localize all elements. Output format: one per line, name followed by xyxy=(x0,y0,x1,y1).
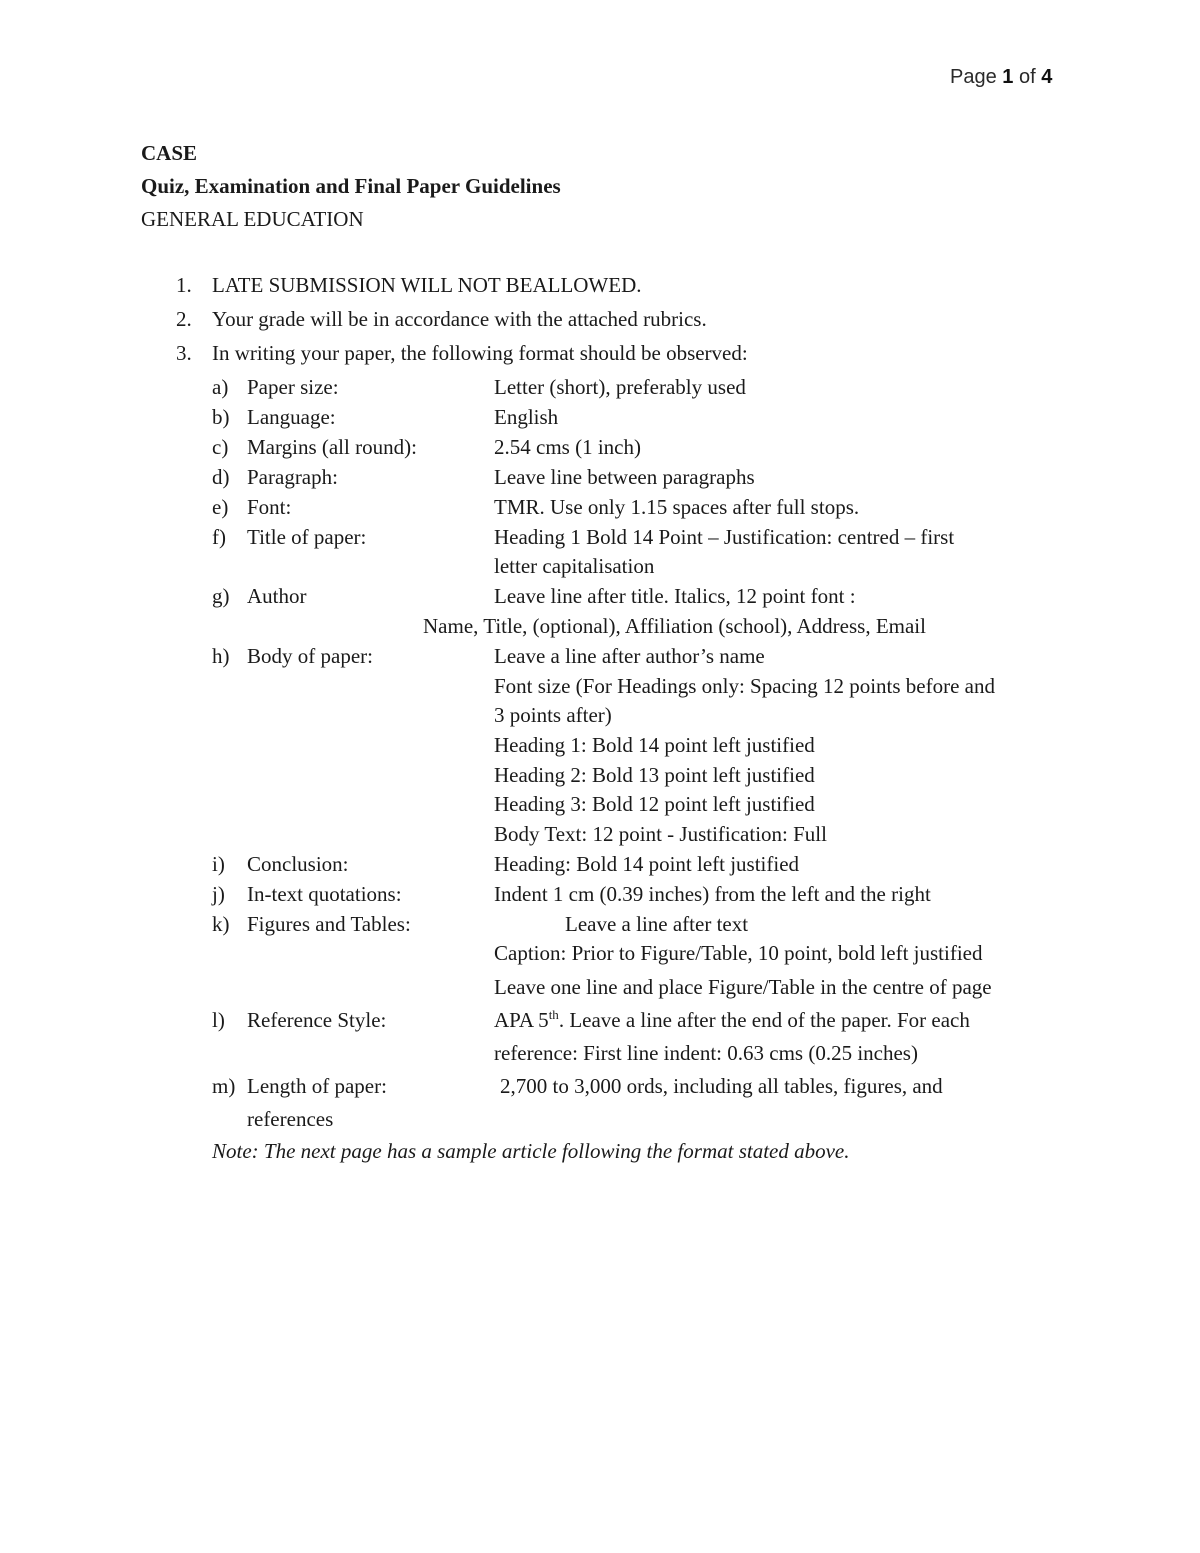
format-value: 2,700 to 3,000 ords, including all tables, figures, and xyxy=(500,1074,943,1098)
format-value: Leave line between paragraphs xyxy=(494,465,755,489)
format-value: Leave a line after text xyxy=(565,912,749,936)
format-letter: l) xyxy=(212,1008,225,1032)
format-value-continued: Font size (For Headings only: Spacing 12 points before and xyxy=(494,674,996,698)
format-value: TMR. Use only 1.15 spaces after full stops. xyxy=(494,495,860,519)
format-value-continued: Body Text: 12 point - Justification: Full xyxy=(494,822,827,846)
doc-subtitle: GENERAL EDUCATION xyxy=(141,207,364,231)
title-block xyxy=(141,137,561,236)
rule-text: LATE SUBMISSION WILL NOT BEALLOWED. xyxy=(212,273,642,297)
format-value-continued: Heading 3: Bold 12 point left justified xyxy=(494,792,815,816)
format-value: Leave a line after author’s name xyxy=(494,644,765,668)
format-value-continued: Heading 2: Bold 13 point left justified xyxy=(494,763,815,787)
format-letter: m) xyxy=(212,1074,236,1098)
format-letter: e) xyxy=(212,495,229,519)
format-label: Figures and Tables: xyxy=(247,912,411,936)
page-word: Page xyxy=(950,66,997,88)
format-label: Reference Style: xyxy=(247,1008,387,1032)
format-value-continued: 3 points after) xyxy=(494,703,612,727)
format-value-continued: letter capitalisation xyxy=(494,554,655,578)
format-label: Margins (all round): xyxy=(247,435,417,459)
format-label: Conclusion: xyxy=(247,852,349,876)
rule-number: 2. xyxy=(176,307,192,331)
format-letter: d) xyxy=(212,465,230,489)
format-value: Leave line after title. Italics, 12 point font : xyxy=(494,584,856,608)
page-number: 1 xyxy=(1002,66,1014,88)
format-letter: j) xyxy=(212,882,225,906)
format-letter: c) xyxy=(212,435,229,459)
format-label: Title of paper: xyxy=(247,525,367,549)
note-text: Note: The next page has a sample article following the format stated above. xyxy=(212,1139,850,1163)
format-letter: f) xyxy=(212,525,226,549)
format-value: Indent 1 cm (0.39 inches) from the left and the right xyxy=(494,882,931,906)
apa-superscript: th xyxy=(548,1007,559,1022)
format-label: In-text quotations: xyxy=(247,882,402,906)
rule-text: Your grade will be in accordance with the attached rubrics. xyxy=(212,307,707,331)
doc-title-case: CASE xyxy=(141,141,198,165)
format-label: Paragraph: xyxy=(247,465,338,489)
rule-number: 1. xyxy=(176,273,192,297)
format-value xyxy=(494,1007,970,1033)
format-value-continued: Heading 1: Bold 14 point left justified xyxy=(494,733,815,757)
format-value: Heading 1 Bold 14 Point – Justification: centred – first xyxy=(494,525,955,549)
format-label: Language: xyxy=(247,405,336,429)
format-label: Length of paper: xyxy=(247,1074,387,1098)
doc-title: Quiz, Examination and Final Paper Guidelines xyxy=(141,174,561,198)
format-label: Body of paper: xyxy=(247,644,373,668)
apa-text: APA 5 xyxy=(494,1008,549,1032)
rule-number: 3. xyxy=(176,341,192,365)
format-letter: b) xyxy=(212,405,230,429)
format-value-continued: Name, Title, (optional), Affiliation (school), Address, Email xyxy=(423,614,926,638)
format-letter: i) xyxy=(212,852,225,876)
format-value: English xyxy=(494,405,559,429)
format-letter: a) xyxy=(212,375,229,399)
format-value-continued: Caption: Prior to Figure/Table, 10 point, bold left justified xyxy=(494,941,983,965)
format-value: 2.54 cms (1 inch) xyxy=(494,435,641,459)
format-value-continued: references xyxy=(247,1107,334,1131)
page-indicator xyxy=(950,66,1052,89)
format-value: Heading: Bold 14 point left justified xyxy=(494,852,800,876)
reference-text: . Leave a line after the end of the paper. For each xyxy=(558,1008,970,1032)
format-letter: h) xyxy=(212,644,230,668)
format-label: Author xyxy=(247,584,307,608)
format-value: Letter (short), preferably used xyxy=(494,375,746,399)
format-label: Font: xyxy=(247,495,292,519)
of-word: of xyxy=(1018,66,1036,88)
format-value-continued: reference: First line indent: 0.63 cms (0.25 inches) xyxy=(494,1041,918,1065)
rule-text: In writing your paper, the following format should be observed: xyxy=(212,341,748,365)
format-letter: k) xyxy=(212,912,230,936)
format-label: Paper size: xyxy=(247,375,339,399)
format-letter: g) xyxy=(212,584,230,608)
page-total: 4 xyxy=(1041,66,1053,88)
format-value-continued: Leave one line and place Figure/Table in the centre of page xyxy=(494,975,992,999)
